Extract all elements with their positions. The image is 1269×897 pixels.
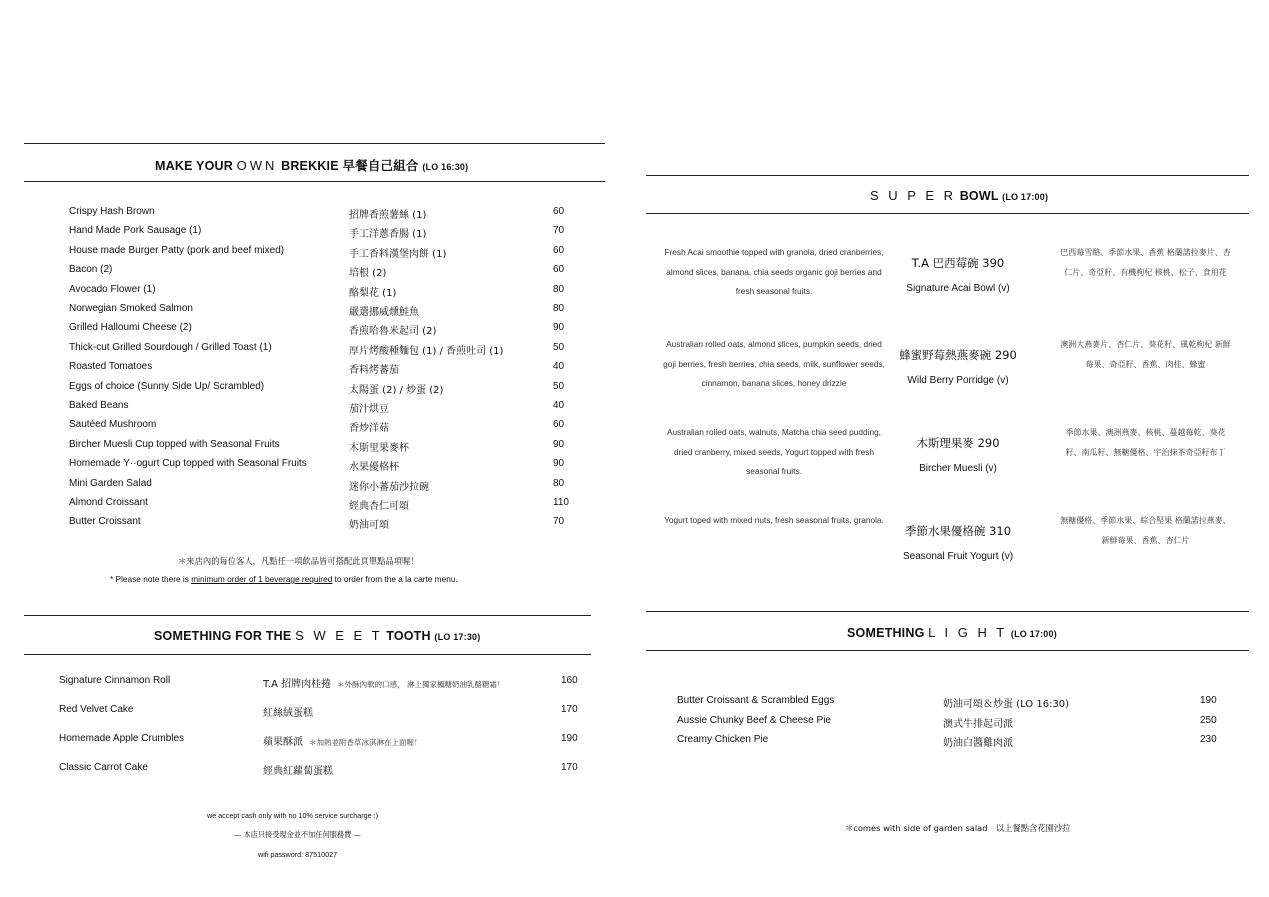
menu-item-row — [0, 695, 1260, 709]
item-name-en: Butter Croissant & Scrambled Eggs — [677, 695, 835, 706]
divider — [24, 615, 591, 616]
bowl-name-zh: 木斯理果麥 290 — [916, 436, 1000, 450]
item-name-zh: 經典杏仁可頌 — [349, 501, 409, 512]
bowl-name — [898, 435, 1018, 474]
item-name-zh: 手工香料漢堡肉餅 (1) — [349, 248, 447, 260]
item-name-en: Eggs of choice (Sunny Side Up/ Scrambled) — [69, 380, 265, 392]
item-name-zh: 奶油可頌＆炒蛋 (LO 16:30) — [943, 699, 1070, 710]
item-price: 50 — [553, 380, 565, 392]
menu-item-row — [0, 734, 1260, 748]
item-name-en: Homemade Apple Crumbles — [59, 733, 185, 744]
menu-item-row — [0, 516, 600, 530]
item-name-en: Signature Cinnamon Roll — [59, 675, 171, 686]
bowl-name-en: Bircher Muesli (v) — [919, 463, 997, 474]
item-name-zh: 招牌香煎薯絲 (1) — [349, 210, 427, 221]
item-price: 90 — [553, 322, 565, 334]
bowl-name — [898, 523, 1018, 562]
item-price: 80 — [553, 283, 565, 295]
item-name-zh — [263, 675, 505, 690]
item-name-zh: 厚片烤酸種麵包 (1) / 香煎吐司 (1) — [349, 345, 504, 357]
item-name-zh: 奶油白醬雞肉派 — [943, 738, 1013, 749]
salad-footnote: ＊comes with side of garden salad 以上餐點含花園沙拉 — [845, 823, 1071, 833]
light-heading: SOMETHING L I G H T (LO 17:00) — [847, 625, 1057, 640]
item-name-en: Butter Croissant — [69, 516, 141, 528]
menu-item-row — [0, 419, 600, 433]
item-name-en: Creamy Chicken Pie — [677, 734, 769, 745]
bowl-description-zh: 澳洲大燕麥片、杏仁片、葵花籽、風乾枸杞 新鮮莓果、奇亞籽、香蕉、肉桂、蜂蜜 — [1060, 340, 1231, 369]
bowl-description-en: Fresh Acai smoothie topped with granola, dried cranberries, almond slices, banana, chia seeds organic goji berries and fresh seasonal fruits. — [664, 247, 884, 296]
menu-item-row — [0, 400, 600, 414]
menu-item-row — [0, 206, 600, 220]
bowl-description-zh: 季節水果、澳洲燕麥、核桃、蔓越莓乾、葵花籽、南瓜籽、無糖優格、宇治抹茶奇亞籽布丁 — [1065, 428, 1226, 457]
bowl-description-zh: 巴西莓雪酪、季節水果、香蕉 格蘭諾拉麥片、杏仁片、奇亞籽、有機枸杞 核桃、松子、食用花 — [1060, 248, 1231, 277]
item-name-zh-text: 蘋果酥派 — [263, 737, 303, 748]
item-name-zh — [263, 762, 339, 777]
bowl-name-en: Wild Berry Porridge (v) — [907, 375, 1009, 386]
divider — [646, 611, 1249, 612]
item-name-zh: 香炒洋菇 — [349, 423, 389, 435]
item-name-en: Thick-cut Grilled Sourdough / Grilled Toast (1) — [69, 341, 272, 353]
menu-item-row — [0, 322, 600, 336]
item-price: 70 — [553, 225, 565, 237]
item-name-en: Almond Croissant — [69, 497, 148, 508]
item-name-zh: 香煎哈魯米起司 (2) — [349, 326, 437, 338]
divider — [24, 143, 605, 144]
sweet-heading: SOMETHING FOR THE S W E E T TOOTH (LO 17:30) — [154, 628, 481, 643]
item-price: 170 — [561, 704, 578, 715]
item-name-en: Norwegian Smoked Salmon — [69, 303, 193, 314]
item-price: 60 — [553, 206, 565, 217]
menu-item-row — [0, 225, 600, 239]
superbowl-heading: S U P E R BOWL (LO 17:00) — [870, 188, 1049, 203]
item-name-en: House made Burger Patty (pork and beef mixed) — [69, 244, 285, 256]
item-name-zh: 香料烤蕃茄 — [349, 365, 399, 377]
item-price: 40 — [553, 400, 565, 411]
bowl-description-en: Australian rolled oats, walnuts, Matcha chia seed pudding, dried cranberry, mixed seeds, Yogurt topped with fresh seasonal fruits. — [666, 427, 881, 476]
item-name-zh: 迷你小蕃茄沙拉碗 — [349, 481, 429, 493]
item-name-en: Aussie Chunky Beef & Cheese Pie — [677, 714, 831, 726]
menu-item-row — [0, 497, 600, 511]
bowl-name-zh: 蜂蜜野莓熱燕麥碗 290 — [899, 348, 1017, 362]
menu-item-row — [0, 439, 600, 453]
bowl-name — [898, 255, 1018, 294]
item-price: 110 — [553, 497, 569, 508]
menu-item-row — [0, 264, 600, 278]
item-name-en: Hand Made Pork Sausage (1) — [69, 225, 202, 237]
item-name-zh-text: 紅絲絨蛋糕 — [263, 708, 313, 719]
menu-item-row — [0, 361, 600, 375]
bowl-name-zh: T.A 巴西莓碗 390 — [911, 256, 1005, 270]
item-name-en: Sautéed Mushroom — [69, 419, 157, 431]
item-name-zh-text: 經典紅蘿蔔蛋糕 — [263, 766, 333, 777]
item-price: 40 — [553, 361, 565, 373]
bowl-name-en: Signature Acai Bowl (v) — [906, 283, 1010, 294]
cash-note-zh: — 本店只接受現金並不加任何服務費 — — [234, 830, 361, 839]
item-name-zh: 奶油可頌 — [349, 520, 389, 532]
item-name-en: Crispy Hash Brown — [69, 206, 155, 217]
divider — [646, 175, 1249, 176]
item-note: ＊加熱並附香草冰淇淋在上面喔！ — [309, 738, 422, 747]
menu-item-row — [0, 675, 600, 689]
item-price: 90 — [553, 458, 565, 470]
item-name-en: Bacon (2) — [69, 264, 113, 276]
item-price: 190 — [1200, 695, 1217, 706]
bowl-name-en: Seasonal Fruit Yogurt (v) — [902, 551, 1014, 562]
item-note: ＊外酥內軟的口感， 淋上獨家楓糖奶油乳酪糖霜！ — [337, 680, 505, 689]
item-price: 60 — [553, 244, 565, 256]
item-name-zh: 嚴選挪威燻鮭魚 — [349, 307, 419, 318]
item-name-zh: 培根 (2) — [349, 268, 387, 280]
item-price: 70 — [553, 516, 565, 528]
item-name-en: Homemade Y··ogurt Cup topped with Seasonal Fruits — [69, 458, 307, 470]
item-name-zh: 酪梨花 (1) — [349, 287, 397, 299]
item-name-zh: 太陽蛋 (2) / 炒蛋 (2) — [349, 384, 444, 396]
menu-item-row — [0, 762, 600, 776]
divider — [646, 213, 1249, 214]
item-price: 80 — [553, 303, 565, 314]
item-name-zh-text: T.A 招牌肉桂捲 — [263, 679, 332, 690]
item-price: 160 — [561, 675, 578, 686]
divider — [646, 650, 1249, 651]
beverage-note-en: * Please note there is minimum order of 1 beverage required to order from the a la carte menu. — [110, 574, 458, 584]
bowl-description-en: Australian rolled oats, almond slices, pumpkin seeds, dried goji berries, fresh berries, chia seeds, milk, sunflower seeds, cinnamon, banana slices, honey drizzle — [663, 339, 885, 388]
cash-note: we accept cash only with no 10% service surcharge :) — [207, 811, 378, 820]
item-name-zh: 木斯里果麥杯 — [349, 442, 409, 454]
bowl-description-en: Yogurt toped with mixed nuts, fresh seasonal fruits, granola. — [664, 515, 884, 525]
menu-item-row — [0, 478, 600, 492]
wifi-password: wifi password: 87510027 — [258, 850, 338, 859]
bowl-name-zh: 季節水果優格碗 310 — [904, 524, 1012, 538]
breakfast-heading: MAKE YOUR OWN BREKKIE 早餐自己組合 (LO 16:30) — [155, 158, 469, 173]
menu-item-row — [0, 303, 600, 317]
item-price: 80 — [553, 477, 565, 489]
item-name-en: Mini Garden Salad — [69, 477, 152, 489]
item-name-zh: 水果優格杯 — [349, 462, 399, 474]
item-name-en: Baked Beans — [69, 400, 129, 411]
item-price: 90 — [553, 438, 565, 450]
menu-item-row — [0, 342, 600, 356]
menu-item-row — [0, 458, 600, 472]
item-name-zh: 手工洋蔥香腸 (1) — [349, 229, 427, 241]
bowl-name — [898, 347, 1018, 386]
divider — [24, 654, 591, 655]
menu-item-row — [0, 381, 600, 395]
item-name-zh: 澳式牛排起司派 — [943, 718, 1013, 730]
bowl-description-zh: 無糖優格、季節水果、綜合堅果 格蘭諾拉燕麥、新鮮莓果、香蕉、杏仁片 — [1060, 516, 1231, 545]
item-name-en: Classic Carrot Cake — [59, 762, 148, 773]
item-name-en: Roasted Tomatoes — [69, 361, 153, 373]
item-name-en: Bircher Muesli Cup topped with Seasonal Fruits — [69, 438, 280, 450]
menu-item-row — [0, 715, 1260, 729]
item-name-en: Avocado Flower (1) — [69, 283, 156, 295]
item-name-en: Grilled Halloumi Cheese (2) — [69, 322, 192, 334]
item-price: 230 — [1200, 734, 1217, 745]
divider — [24, 181, 605, 182]
item-price: 170 — [561, 762, 578, 773]
menu-item-row — [0, 284, 600, 298]
item-price: 50 — [553, 341, 565, 353]
beverage-note-zh: ＊來店內的每位客人，凡點任一項飲品皆可搭配此頁單點品項喔！ — [178, 556, 419, 566]
item-price: 60 — [553, 419, 565, 431]
item-name-en: Red Velvet Cake — [59, 704, 134, 715]
item-price: 250 — [1200, 714, 1217, 726]
menu-item-row — [0, 245, 600, 259]
item-price: 190 — [561, 733, 578, 744]
item-name-zh: 茄汁烘豆 — [349, 404, 389, 415]
item-price: 60 — [553, 264, 565, 276]
